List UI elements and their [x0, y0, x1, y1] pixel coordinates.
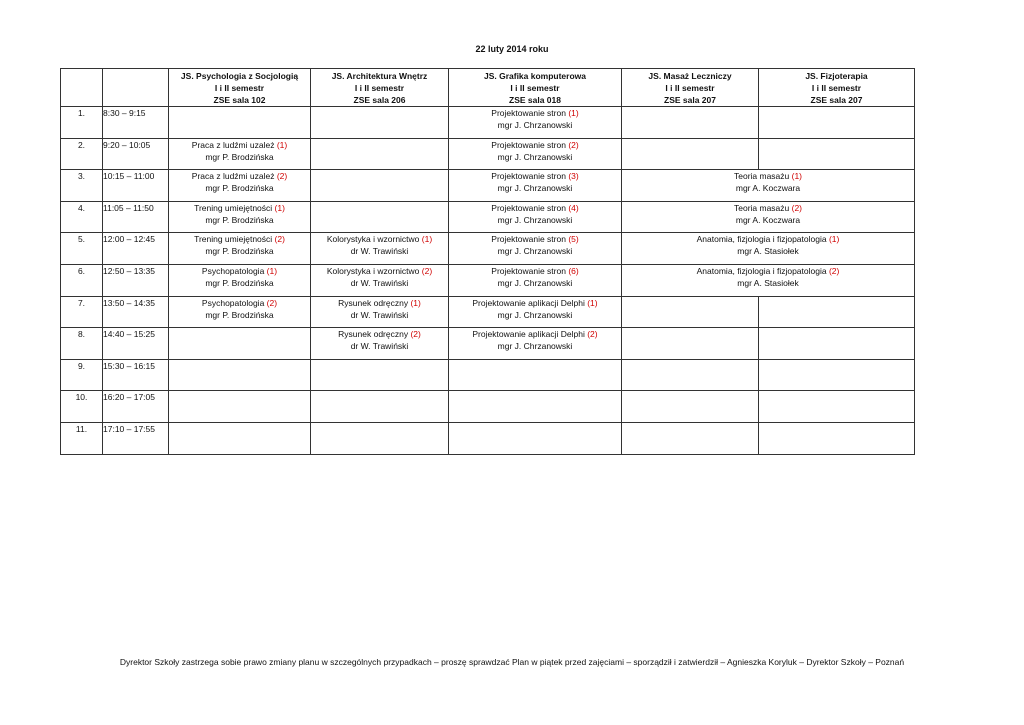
class-cell — [311, 328, 449, 360]
slot-number: 7. — [61, 296, 103, 328]
slot-number: 10. — [61, 391, 103, 423]
class-part-number: (2) — [587, 329, 598, 340]
class-cell — [169, 170, 311, 202]
empty-cell — [622, 391, 759, 423]
empty-cell — [622, 296, 759, 328]
class-teacher: mgr J. Chrzanowski — [497, 120, 573, 130]
class-part-number: (2) — [410, 329, 421, 340]
empty-cell — [311, 422, 449, 454]
header-course: JS. Architektura Wnętrz I i II semestr ZSE sala 206 — [311, 69, 449, 107]
slot-time: 8:30 – 9:15 — [103, 107, 169, 139]
table-row — [61, 107, 915, 139]
class-part-number: (1) — [266, 265, 278, 276]
table-row — [61, 422, 915, 454]
empty-cell — [759, 107, 915, 139]
table-row — [61, 328, 915, 360]
header-course: JS. Fizjoterapia I i II semestr ZSE sala 207 — [759, 69, 915, 107]
empty-cell — [169, 359, 311, 391]
class-cell — [622, 264, 915, 296]
class-subject: Rysunek odręczny (2) — [338, 329, 421, 340]
class-cell — [169, 138, 311, 170]
slot-number: 3. — [61, 170, 103, 202]
empty-cell — [311, 391, 449, 423]
slot-time: 17:10 – 17:55 — [103, 422, 169, 454]
slot-number: 4. — [61, 201, 103, 233]
class-teacher: mgr P. Brodzińska — [205, 277, 274, 288]
empty-cell — [311, 107, 449, 139]
empty-cell — [622, 359, 759, 391]
class-part-number: (1) — [587, 297, 598, 308]
table-row — [61, 391, 915, 423]
class-teacher: mgr P. Brodzińska — [205, 183, 274, 194]
class-cell — [169, 233, 311, 265]
class-part-number: (2) — [568, 139, 579, 150]
class-part-number: (1) — [568, 108, 579, 118]
empty-cell — [169, 328, 311, 360]
class-teacher: mgr A. Stasiołek — [737, 277, 799, 288]
class-subject: Praca z ludźmi uzależ (2) — [191, 171, 288, 182]
empty-cell — [622, 328, 759, 360]
class-subject: Praca z ludźmi uzależ (1) — [191, 139, 288, 150]
class-subject: Psychopatologia (1) — [201, 265, 278, 276]
table-row — [61, 201, 915, 233]
class-cell — [449, 201, 622, 233]
empty-cell — [169, 391, 311, 423]
class-part-number: (2) — [276, 171, 288, 182]
header-course: JS. Masaż Leczniczy I i II semestr ZSE sala 207 — [622, 69, 759, 107]
table-row — [61, 264, 915, 296]
class-teacher: mgr P. Brodzińska — [205, 151, 274, 162]
class-part-number: (1) — [791, 171, 803, 182]
empty-cell — [311, 359, 449, 391]
class-teacher: mgr J. Chrzanowski — [497, 246, 573, 257]
header-course: JS. Grafika komputerowa I i II semestr ZSE sala 018 — [449, 69, 622, 107]
slot-time: 16:20 – 17:05 — [103, 391, 169, 423]
class-teacher: dr W. Trawiński — [350, 309, 409, 320]
class-subject: Projektowanie stron (4) — [491, 202, 579, 213]
class-subject: Teoria masażu (2) — [733, 202, 803, 213]
slot-number: 6. — [61, 264, 103, 296]
class-cell — [449, 328, 622, 360]
slot-time: 9:20 – 10:05 — [103, 138, 169, 170]
empty-cell — [622, 138, 759, 170]
slot-time: 14:40 – 15:25 — [103, 328, 169, 360]
class-teacher: dr W. Trawiński — [350, 341, 409, 352]
class-subject: Projektowanie stron (3) — [491, 171, 579, 182]
empty-cell — [311, 138, 449, 170]
page-title: 22 luty 2014 roku — [475, 44, 549, 54]
empty-cell — [759, 296, 915, 328]
class-cell — [311, 264, 449, 296]
schedule-body — [61, 107, 915, 455]
empty-cell — [169, 422, 311, 454]
empty-cell — [759, 391, 915, 423]
class-part-number: (2) — [791, 202, 803, 213]
class-teacher: mgr A. Koczwara — [735, 214, 801, 225]
class-teacher: mgr P. Brodzińska — [205, 214, 274, 225]
slot-number: 5. — [61, 233, 103, 265]
slot-number: 8. — [61, 328, 103, 360]
class-subject: Trening umiejętności (2) — [194, 234, 285, 245]
slot-number: 11. — [61, 422, 103, 454]
empty-cell — [449, 391, 622, 423]
class-cell — [311, 296, 449, 328]
slot-time: 13:50 – 14:35 — [103, 296, 169, 328]
header-time — [103, 69, 169, 107]
class-cell — [622, 201, 915, 233]
table-row — [61, 359, 915, 391]
class-subject: Trening umiejętności (1) — [194, 202, 285, 213]
class-subject: Anatomia, fizjologia i fizjopatologia (1) — [696, 234, 840, 245]
class-part-number: (1) — [421, 234, 433, 245]
header-num — [61, 69, 103, 107]
class-subject: Projektowanie stron (5) — [491, 234, 579, 245]
class-part-number: (5) — [568, 234, 579, 245]
table-row — [61, 170, 915, 202]
class-part-number: (2) — [421, 265, 433, 276]
empty-cell — [622, 422, 759, 454]
class-subject: Projektowanie aplikacji Delphi (1) — [472, 297, 598, 308]
class-teacher: mgr J. Chrzanowski — [497, 214, 573, 225]
class-teacher: mgr P. Brodzińska — [205, 309, 274, 320]
class-cell — [449, 296, 622, 328]
empty-cell — [449, 359, 622, 391]
empty-cell — [169, 107, 311, 139]
class-cell — [449, 233, 622, 265]
class-cell — [449, 138, 622, 170]
class-part-number: (4) — [568, 202, 579, 213]
slot-time: 12:00 – 12:45 — [103, 233, 169, 265]
table-row — [61, 233, 915, 265]
table-row — [61, 138, 915, 170]
class-part-number: (1) — [274, 202, 285, 213]
class-teacher: mgr A. Stasiołek — [737, 246, 799, 257]
class-subject: Teoria masażu (1) — [733, 171, 803, 182]
footer-note: Dyrektor Szkoły zastrzega sobie prawo zmiany planu w szczególnych przypadkach – proszę sprawdzać Plan w piątek przed zajęciami – sporządził i zatwierdził – Agnieszka Koryluk – Dyrektor Szkoły – Poznań — [119, 657, 905, 667]
class-cell — [169, 296, 311, 328]
class-teacher: dr W. Trawiński — [350, 277, 409, 288]
slot-time: 15:30 – 16:15 — [103, 359, 169, 391]
class-subject: Rysunek odręczny (1) — [338, 297, 421, 308]
class-part-number: (2) — [828, 265, 840, 276]
class-cell — [622, 170, 915, 202]
empty-cell — [311, 201, 449, 233]
class-subject: Projektowanie stron (6) — [491, 265, 579, 276]
slot-number: 9. — [61, 359, 103, 391]
class-subject: Projektowanie stron (1) — [491, 108, 579, 118]
class-cell — [169, 264, 311, 296]
class-teacher: dr W. Trawiński — [350, 246, 409, 257]
class-subject: Kolorystyka i wzornictwo (2) — [326, 265, 433, 276]
class-cell — [311, 233, 449, 265]
schedule-table — [60, 68, 915, 455]
empty-cell — [759, 359, 915, 391]
class-teacher: mgr J. Chrzanowski — [497, 341, 573, 352]
class-teacher: mgr A. Koczwara — [735, 183, 801, 194]
empty-cell — [759, 328, 915, 360]
empty-cell — [622, 107, 759, 139]
class-cell — [449, 107, 622, 139]
class-subject: Projektowanie aplikacji Delphi (2) — [472, 329, 598, 340]
class-teacher: mgr J. Chrzanowski — [497, 151, 573, 162]
empty-cell — [759, 138, 915, 170]
class-part-number: (1) — [410, 297, 421, 308]
class-teacher: mgr J. Chrzanowski — [497, 183, 573, 194]
slot-number: 2. — [61, 138, 103, 170]
class-cell — [449, 170, 622, 202]
class-cell — [449, 264, 622, 296]
header-row — [61, 69, 915, 107]
class-subject: Psychopatologia (2) — [201, 297, 278, 308]
class-teacher: mgr P. Brodzińska — [205, 246, 274, 257]
class-cell — [622, 233, 915, 265]
class-cell — [169, 201, 311, 233]
class-subject: Anatomia, fizjologia i fizjopatologia (2) — [696, 265, 840, 276]
slot-number: 1. — [61, 107, 103, 139]
slot-time: 10:15 – 11:00 — [103, 170, 169, 202]
slot-time: 11:05 – 11:50 — [103, 201, 169, 233]
class-teacher: mgr J. Chrzanowski — [497, 277, 573, 288]
class-part-number: (3) — [568, 171, 579, 182]
class-part-number: (1) — [276, 139, 288, 150]
class-part-number: (2) — [266, 297, 278, 308]
class-teacher: mgr J. Chrzanowski — [497, 309, 573, 320]
class-subject: Kolorystyka i wzornictwo (1) — [326, 234, 433, 245]
slot-time: 12:50 – 13:35 — [103, 264, 169, 296]
empty-cell — [449, 422, 622, 454]
class-part-number: (6) — [568, 265, 579, 276]
header-course: JS. Psychologia z Socjologią I i II semestr ZSE sala 102 — [169, 69, 311, 107]
class-subject: Projektowanie stron (2) — [491, 139, 579, 150]
class-part-number: (2) — [274, 234, 285, 245]
empty-cell — [759, 422, 915, 454]
empty-cell — [311, 170, 449, 202]
class-part-number: (1) — [828, 234, 840, 245]
table-row — [61, 296, 915, 328]
